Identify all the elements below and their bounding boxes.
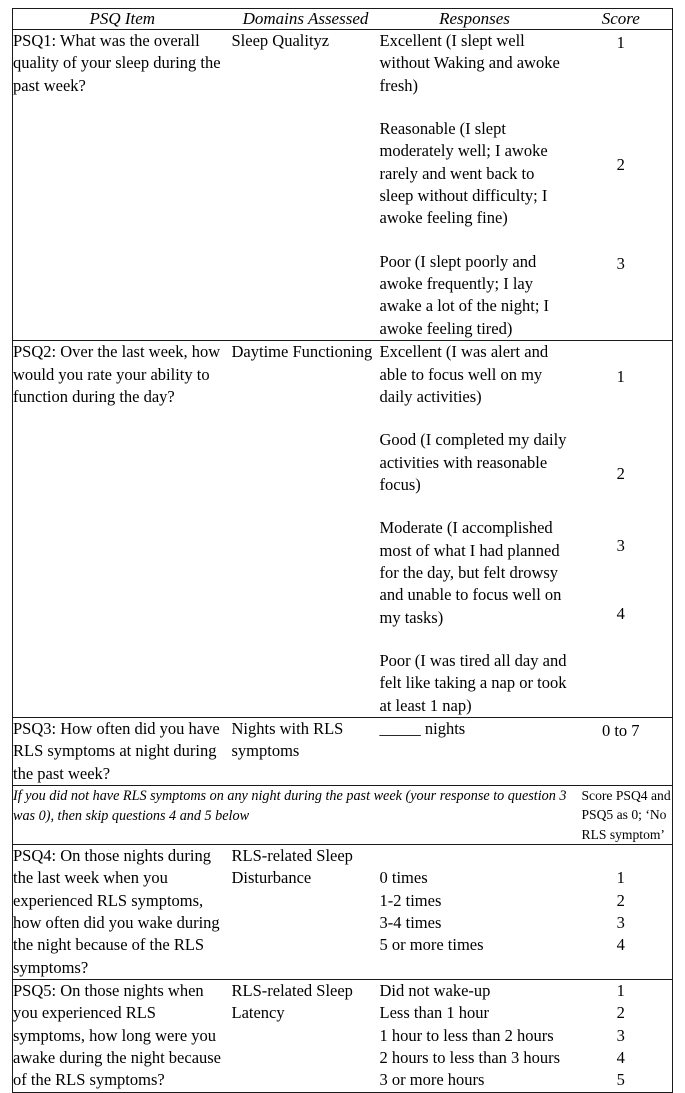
- table-header-row: [13, 9, 673, 30]
- psq4-responses: [380, 844, 570, 979]
- psq4-response-4: 5 or more times: [379, 935, 484, 955]
- psq4-scores: [570, 844, 673, 979]
- skip-instruction-note: If you did not have RLS symptoms on any night during the past week (your response to question 3 was 0), then skip questions 4 and 5 below: [13, 786, 570, 845]
- table-row-psq5: [13, 979, 673, 1092]
- psq3-scores: [570, 717, 673, 785]
- table-row-psq4: [13, 844, 673, 979]
- psq5-scores: [570, 979, 673, 1092]
- skip-instruction-score: [570, 786, 673, 845]
- psq5-response-5: 3 or more hours: [379, 1070, 485, 1090]
- psq1-domain-text: Sleep Qualityz: [232, 30, 380, 341]
- table-row-psq2: [13, 341, 673, 718]
- psq4-response-2: 1-2 times: [379, 890, 442, 910]
- column-header-domains-assessed: Domains Assessed: [242, 9, 369, 28]
- spacer: [380, 408, 570, 429]
- psq3-item-text: PSQ3: How often did you have RLS symptoms at night during the past week?: [13, 717, 232, 785]
- psq2-domain-text: Daytime Functioning: [232, 341, 380, 718]
- psq1-score-1: 1: [616, 33, 625, 53]
- psq1-score-2: 2: [616, 155, 625, 175]
- psq4-response-1: 0 times: [379, 868, 428, 888]
- psq2-response-4: Poor (I was tired all day and felt like taking a nap or took at least 1 nap): [379, 650, 567, 715]
- psq1-response-3: Poor (I slept poorly and awoke frequently; I lay awake a lot of the night; I awoke feeling tired): [379, 251, 550, 338]
- table-row-skip-note: [13, 786, 673, 845]
- psq5-item-text: PSQ5: On those nights when you experienced RLS symptoms, how long were you awake during the night because of the RLS symptoms?: [13, 979, 232, 1092]
- skip-instruction-score-text: Score PSQ4 and PSQ5 as 0; ‘No RLS symptom’: [581, 788, 671, 842]
- psq3-domain-text: Nights with RLS symptoms: [232, 717, 380, 785]
- psq1-response-2: Reasonable (I slept moderately well; I awoke rarely and went back to sleep without difficulty; I awoke feeling fine): [379, 119, 548, 228]
- psq5-response-1: Did not wake-up: [379, 980, 491, 1000]
- psq1-scores: [570, 30, 673, 341]
- psq3-score-range: 0 to 7: [601, 720, 640, 740]
- psq2-score-1: 1: [616, 367, 625, 387]
- psq4-response-3: 3-4 times: [379, 912, 442, 932]
- column-header-responses: Responses: [439, 9, 510, 28]
- psq-questionnaire-table: [12, 8, 673, 1093]
- psq1-responses: [380, 30, 570, 341]
- psq5-domain-text: RLS-related Sleep Latency: [232, 979, 380, 1092]
- spacer: [380, 629, 570, 650]
- psq2-response-1: Excellent (I was alert and able to focus well on my daily activities): [379, 342, 549, 406]
- psq5-score-4: 4: [616, 1048, 625, 1067]
- spacer: [380, 97, 570, 118]
- psq5-response-4: 2 hours to less than 3 hours: [379, 1048, 561, 1067]
- psq4-score-2: 2: [616, 890, 625, 910]
- psq4-domain-text: RLS-related Sleep Disturbance: [232, 844, 380, 979]
- psq5-response-2: Less than 1 hour: [379, 1003, 490, 1023]
- spacer: [380, 496, 570, 517]
- psq3-responses: [380, 717, 570, 785]
- psq5-responses: [380, 979, 570, 1092]
- psq2-score-2: 2: [616, 464, 625, 484]
- table-row-psq1: [13, 30, 673, 341]
- psq5-score-3: 3: [616, 1025, 625, 1045]
- psq4-item-text: PSQ4: On those nights during the last week when you experienced RLS symptoms, how often did you wake during the night because of the RLS symptoms?: [13, 844, 232, 979]
- psq4-score-1: 1: [616, 868, 625, 888]
- psq2-responses: [380, 341, 570, 718]
- psq2-score-3: 3: [616, 536, 625, 556]
- table-row-psq3: [13, 717, 673, 785]
- psq2-response-3: Moderate (I accomplished most of what I had planned for the day, but felt drowsy and unable to focus well on my tasks): [379, 518, 562, 627]
- psq4-score-4: 4: [616, 935, 625, 955]
- psq5-score-1: 1: [616, 980, 625, 1000]
- psq5-response-3: 1 hour to less than 2 hours: [379, 1025, 554, 1045]
- psq1-score-3: 3: [616, 254, 625, 274]
- psq3-response-blank-nights: _____ nights: [379, 718, 466, 738]
- column-header-psq-item: PSQ Item: [89, 9, 156, 28]
- psq2-item-text: PSQ2: Over the last week, how would you rate your ability to function during the day?: [13, 341, 232, 718]
- psq2-score-4: 4: [616, 604, 625, 624]
- psq2-scores: [570, 341, 673, 718]
- psq4-score-3: 3: [616, 912, 625, 932]
- spacer: [380, 230, 570, 251]
- psq1-item-text: PSQ1: What was the overall quality of your sleep during the past week?: [13, 30, 232, 341]
- psq2-response-2: Good (I completed my daily activities with reasonable focus): [379, 430, 567, 494]
- psq1-response-1: Excellent (I slept well without Waking and awoke fresh): [379, 31, 560, 95]
- column-header-score: Score: [601, 9, 640, 28]
- psq5-score-5: 5: [616, 1070, 625, 1090]
- psq5-score-2: 2: [616, 1003, 625, 1023]
